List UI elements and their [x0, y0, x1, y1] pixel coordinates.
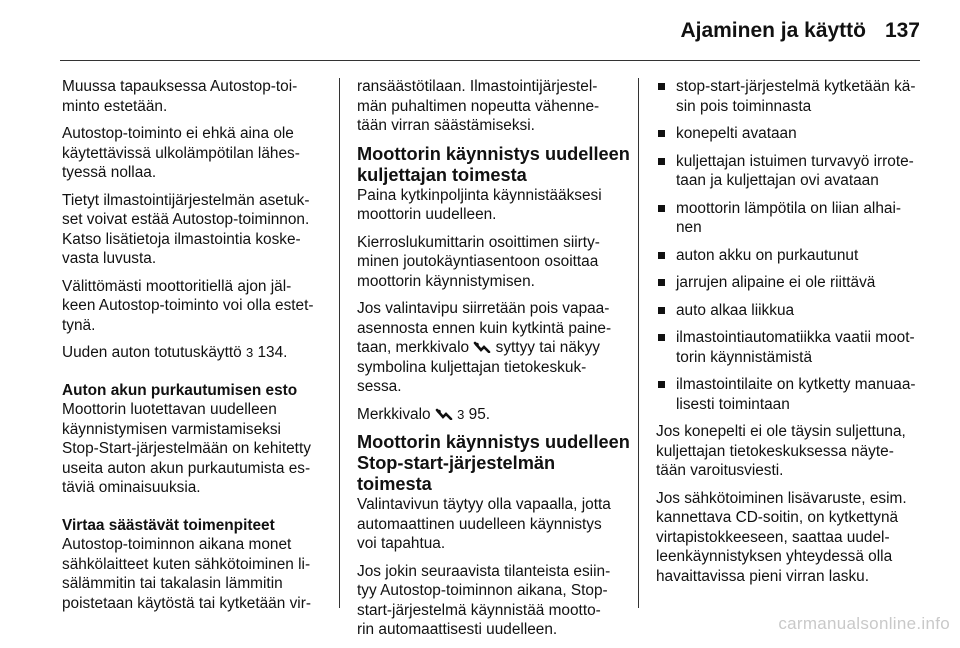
list-item: jarrujen alipaine ei ole riittävä	[656, 273, 922, 293]
section-battery: Auton akun purkautumisen esto Moottorin luotettavan uudelleen käynnistymisen varmistamiseksi Stop-Start-järjestelmään on kehitetty useita auton akun purkautumista es- täviä ominaisuuksia.	[62, 381, 328, 498]
section-heading-system-restart: Moottorin käynnistys uudelleen Stop-start-järjestelmän toimesta	[357, 432, 630, 494]
paragraph: Tietyt ilmastointijärjestelmän asetuk- set voivat estää Autostop-toiminnon. Katso lisätietoja ilmastointia koske- vasta luvusta.	[62, 191, 310, 267]
bullet-square-icon	[658, 205, 665, 212]
bullet-square-icon	[658, 252, 665, 259]
paragraph: Jos jokin seuraavista tilanteista esiin- tyy Autostop-toiminnon aikana, Stop- start-järjestelmä käynnistää mootto- rin automaattisesti uudelleen.	[357, 562, 611, 638]
list-item: moottorin lämpötila on liian alhai- nen	[656, 199, 922, 238]
column-3	[656, 77, 922, 594]
paragraph: Autostop-toiminto ei ehkä aina ole käytettävissä ulkolämpötilan lähes- tyessä nollaa.	[62, 125, 300, 181]
header-title: Ajaminen ja käyttö	[680, 19, 866, 42]
section-heading: Virtaa säästävät toimenpiteet	[62, 516, 275, 534]
section-heading: Auton akun purkautumisen esto	[62, 381, 298, 399]
paragraph: Muussa tapauksessa Autostop-toi- minto estetään.	[62, 78, 298, 115]
page-reference[interactable]: 134.	[257, 344, 288, 361]
header-divider	[60, 60, 920, 61]
section-power-saving: Virtaa säästävät toimenpiteet Autostop-toiminnon aikana monet sähkölaitteet kuten sähkötoiminen li- sälämmitin tai takalasin lämmitin poistetaan käytöstä tai kytketään vir-	[62, 516, 328, 614]
paragraph: Välittömästi moottoritiellä ajon jäl- keen Autostop-toiminto voi olla estet- tynä.	[62, 277, 314, 334]
bullet-square-icon	[658, 279, 665, 286]
list-item: stop-start-järjestelmä kytketään kä- sin pois toiminnasta	[656, 77, 922, 116]
paragraph: ransäästötilaan. Ilmastointijärjestel- män puhaltimen nopeutta vähenne- tään virran säästämiseksi.	[357, 78, 600, 134]
bullet-square-icon	[658, 381, 665, 388]
page-number: 137	[884, 19, 920, 42]
list-item: auto alkaa liikkua	[656, 301, 922, 321]
list-item: auton akku on purkautunut	[656, 246, 922, 266]
paragraph-with-reference: Merkkivalo 3 95.	[357, 405, 491, 423]
page-reference-icon: 3	[245, 345, 254, 360]
bullet-square-icon	[658, 307, 665, 314]
paragraph: Jos valintavipu siirretään pois vapaa- asennosta ennen kuin kytkintä paine- taan, merkkivalo syttyy tai näkyy symbolina kuljettajan tietokeskuk- sessa.	[357, 300, 612, 395]
paragraph: Valintavivun täytyy olla vapaalla, jotta automaattinen uudelleen käynnistys voi tapahtua.	[357, 496, 611, 552]
bullet-square-icon	[658, 158, 665, 165]
list-item: ilmastointilaite on kytketty manuaa- lisesti toimintaan	[656, 375, 922, 414]
page-reference-icon: 3	[457, 406, 465, 422]
bullet-square-icon	[658, 83, 665, 90]
section-heading-driver-restart: Moottorin käynnistys uudelleen kuljettajan toimesta	[357, 143, 630, 185]
autostop-indicator-icon	[473, 341, 491, 353]
column-1	[62, 77, 328, 621]
paragraph: Kierroslukumittarin osoittimen siirty- minen joutokäyntiasentoon osoittaa moottorin käynnistymisen.	[357, 233, 600, 290]
list-item: konepelti avataan	[656, 124, 922, 144]
column-divider-2	[638, 78, 639, 608]
column-divider-1	[339, 78, 340, 608]
paragraph: Jos konepelti ei ole täysin suljettuna, kuljettajan tietokeskuksessa näyte- tään varoitusviesti.	[656, 423, 906, 479]
paragraph-with-reference	[62, 343, 328, 363]
autostop-indicator-icon	[435, 408, 453, 420]
watermark: carmanualsonline.info	[778, 614, 950, 633]
reference-text: Uuden auton totutuskäyttö	[62, 344, 242, 361]
paragraph: Paina kytkinpoljinta käynnistääksesi moottorin uudelleen.	[357, 186, 602, 223]
column-2	[357, 77, 630, 648]
paragraph: Jos sähkötoiminen lisävaruste, esim. kannettava CD-soitin, on kytkettynä virtapistokkeeseen, saattaa uudel- leenkäynnistyksen yhteydessä olla havaittavissa pieni virran lasku.	[656, 489, 907, 585]
list-item: ilmastointiautomatiikka vaatii moot- torin käynnistämistä	[656, 328, 922, 367]
bullet-square-icon	[658, 334, 665, 341]
list-item: kuljettajan istuimen turvavyö irrote- taan ja kuljettajan ovi avataan	[656, 152, 922, 191]
bullet-square-icon	[658, 130, 665, 137]
page-reference[interactable]: 95.	[468, 405, 491, 423]
